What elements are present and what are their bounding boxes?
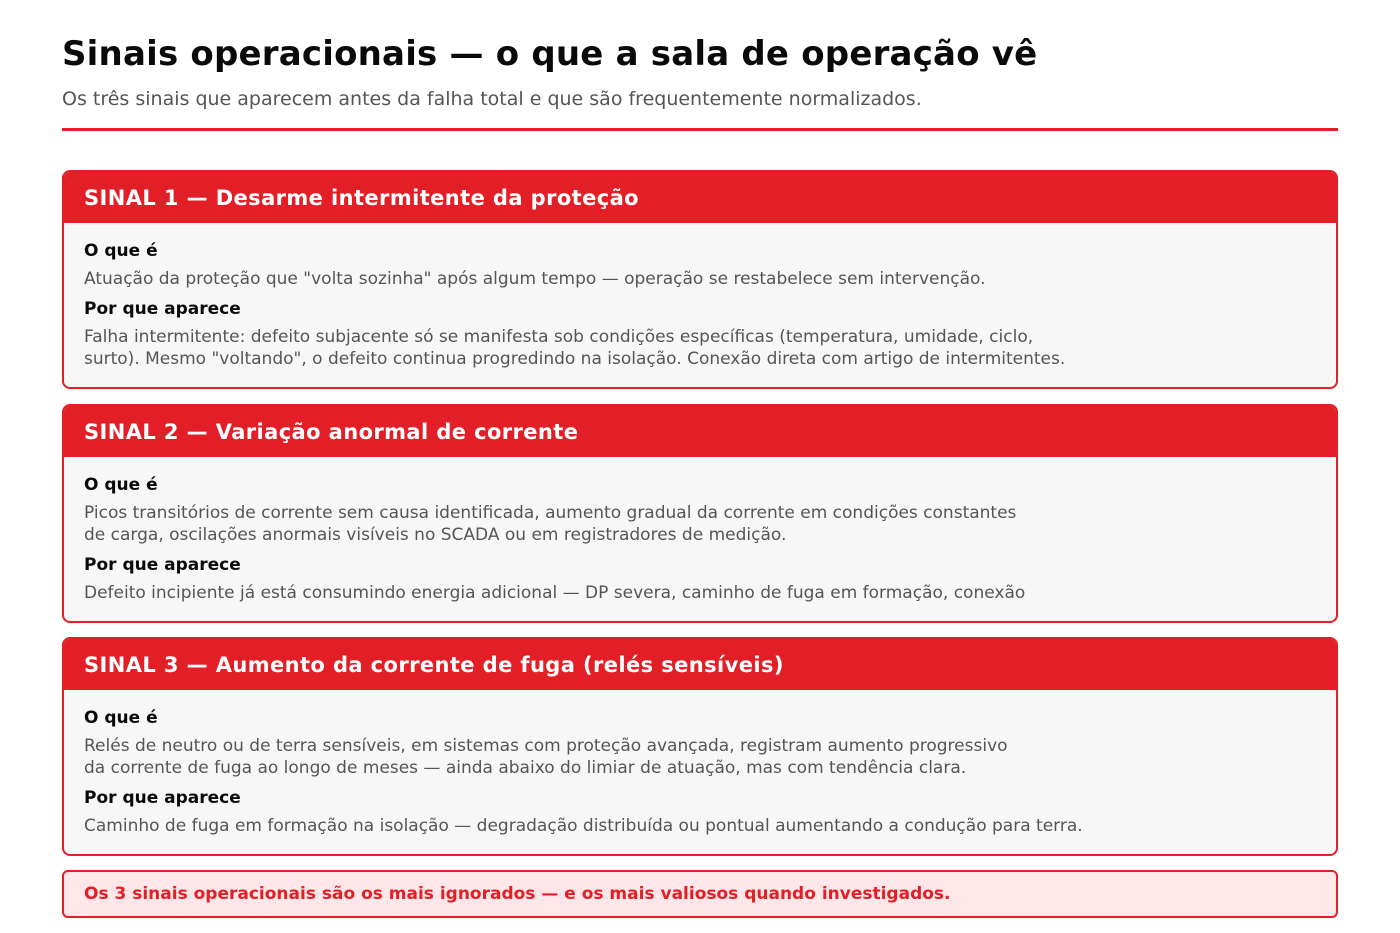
signal-card-header bbox=[64, 639, 1336, 690]
what-label: O que é bbox=[84, 475, 158, 495]
why-text: Falha intermitente: defeito subjacente só se manifesta sob condições específicas (temperatura, umidade, ciclo, surto). Mesmo "voltando", o defeito continua progredindo na isolação. Conexão direta com artigo de intermitentes. bbox=[84, 327, 1066, 369]
signal-card-body bbox=[64, 690, 1336, 837]
signal-card-header bbox=[64, 172, 1336, 223]
signal-card-title: SINAL 2 — Variação anormal de corrente bbox=[84, 419, 579, 444]
why-text: Caminho de fuga em formação na isolação — degradação distribuída ou pontual aumentando a condução para terra. bbox=[84, 816, 1083, 836]
summary-callout bbox=[62, 870, 1338, 918]
page-subtitle: Os três sinais que aparecem antes da falha total e que são frequentemente normalizados. bbox=[62, 88, 922, 110]
what-label: O que é bbox=[84, 241, 158, 261]
what-text: Picos transitórios de corrente sem causa identificada, aumento gradual da corrente em condições constantes de carga, oscilações anormais visíveis no SCADA ou em registradores de medição. bbox=[84, 503, 1017, 545]
why-text: Defeito incipiente já está consumindo energia adicional — DP severa, caminho de fuga em formação, conexão bbox=[84, 583, 1026, 603]
why-label: Por que aparece bbox=[84, 788, 241, 808]
page-title: Sinais operacionais — o que a sala de operação vê bbox=[62, 34, 1038, 74]
signal-card-title: SINAL 3 — Aumento da corrente de fuga (relés sensíveis) bbox=[84, 652, 784, 677]
signal-card-title: SINAL 1 — Desarme intermitente da proteção bbox=[84, 185, 639, 210]
summary-callout-text: Os 3 sinais operacionais são os mais ignorados — e os mais valiosos quando investigados. bbox=[84, 884, 951, 904]
why-label: Por que aparece bbox=[84, 299, 241, 319]
header-divider bbox=[62, 128, 1338, 131]
signal-card-2 bbox=[62, 404, 1338, 623]
signal-card-body bbox=[64, 457, 1336, 604]
signal-card-body bbox=[64, 223, 1336, 370]
what-text: Relés de neutro ou de terra sensíveis, em sistemas com proteção avançada, registram aumento progressivo da corrente de fuga ao longo de meses — ainda abaixo do limiar de atuação, mas com tendência clara. bbox=[84, 736, 1008, 778]
why-label: Por que aparece bbox=[84, 555, 241, 575]
signal-card-header bbox=[64, 406, 1336, 457]
signal-card-1 bbox=[62, 170, 1338, 389]
what-text: Atuação da proteção que "volta sozinha" após algum tempo — operação se restabelece sem intervenção. bbox=[84, 269, 986, 289]
signal-card-3 bbox=[62, 637, 1338, 856]
what-label: O que é bbox=[84, 708, 158, 728]
